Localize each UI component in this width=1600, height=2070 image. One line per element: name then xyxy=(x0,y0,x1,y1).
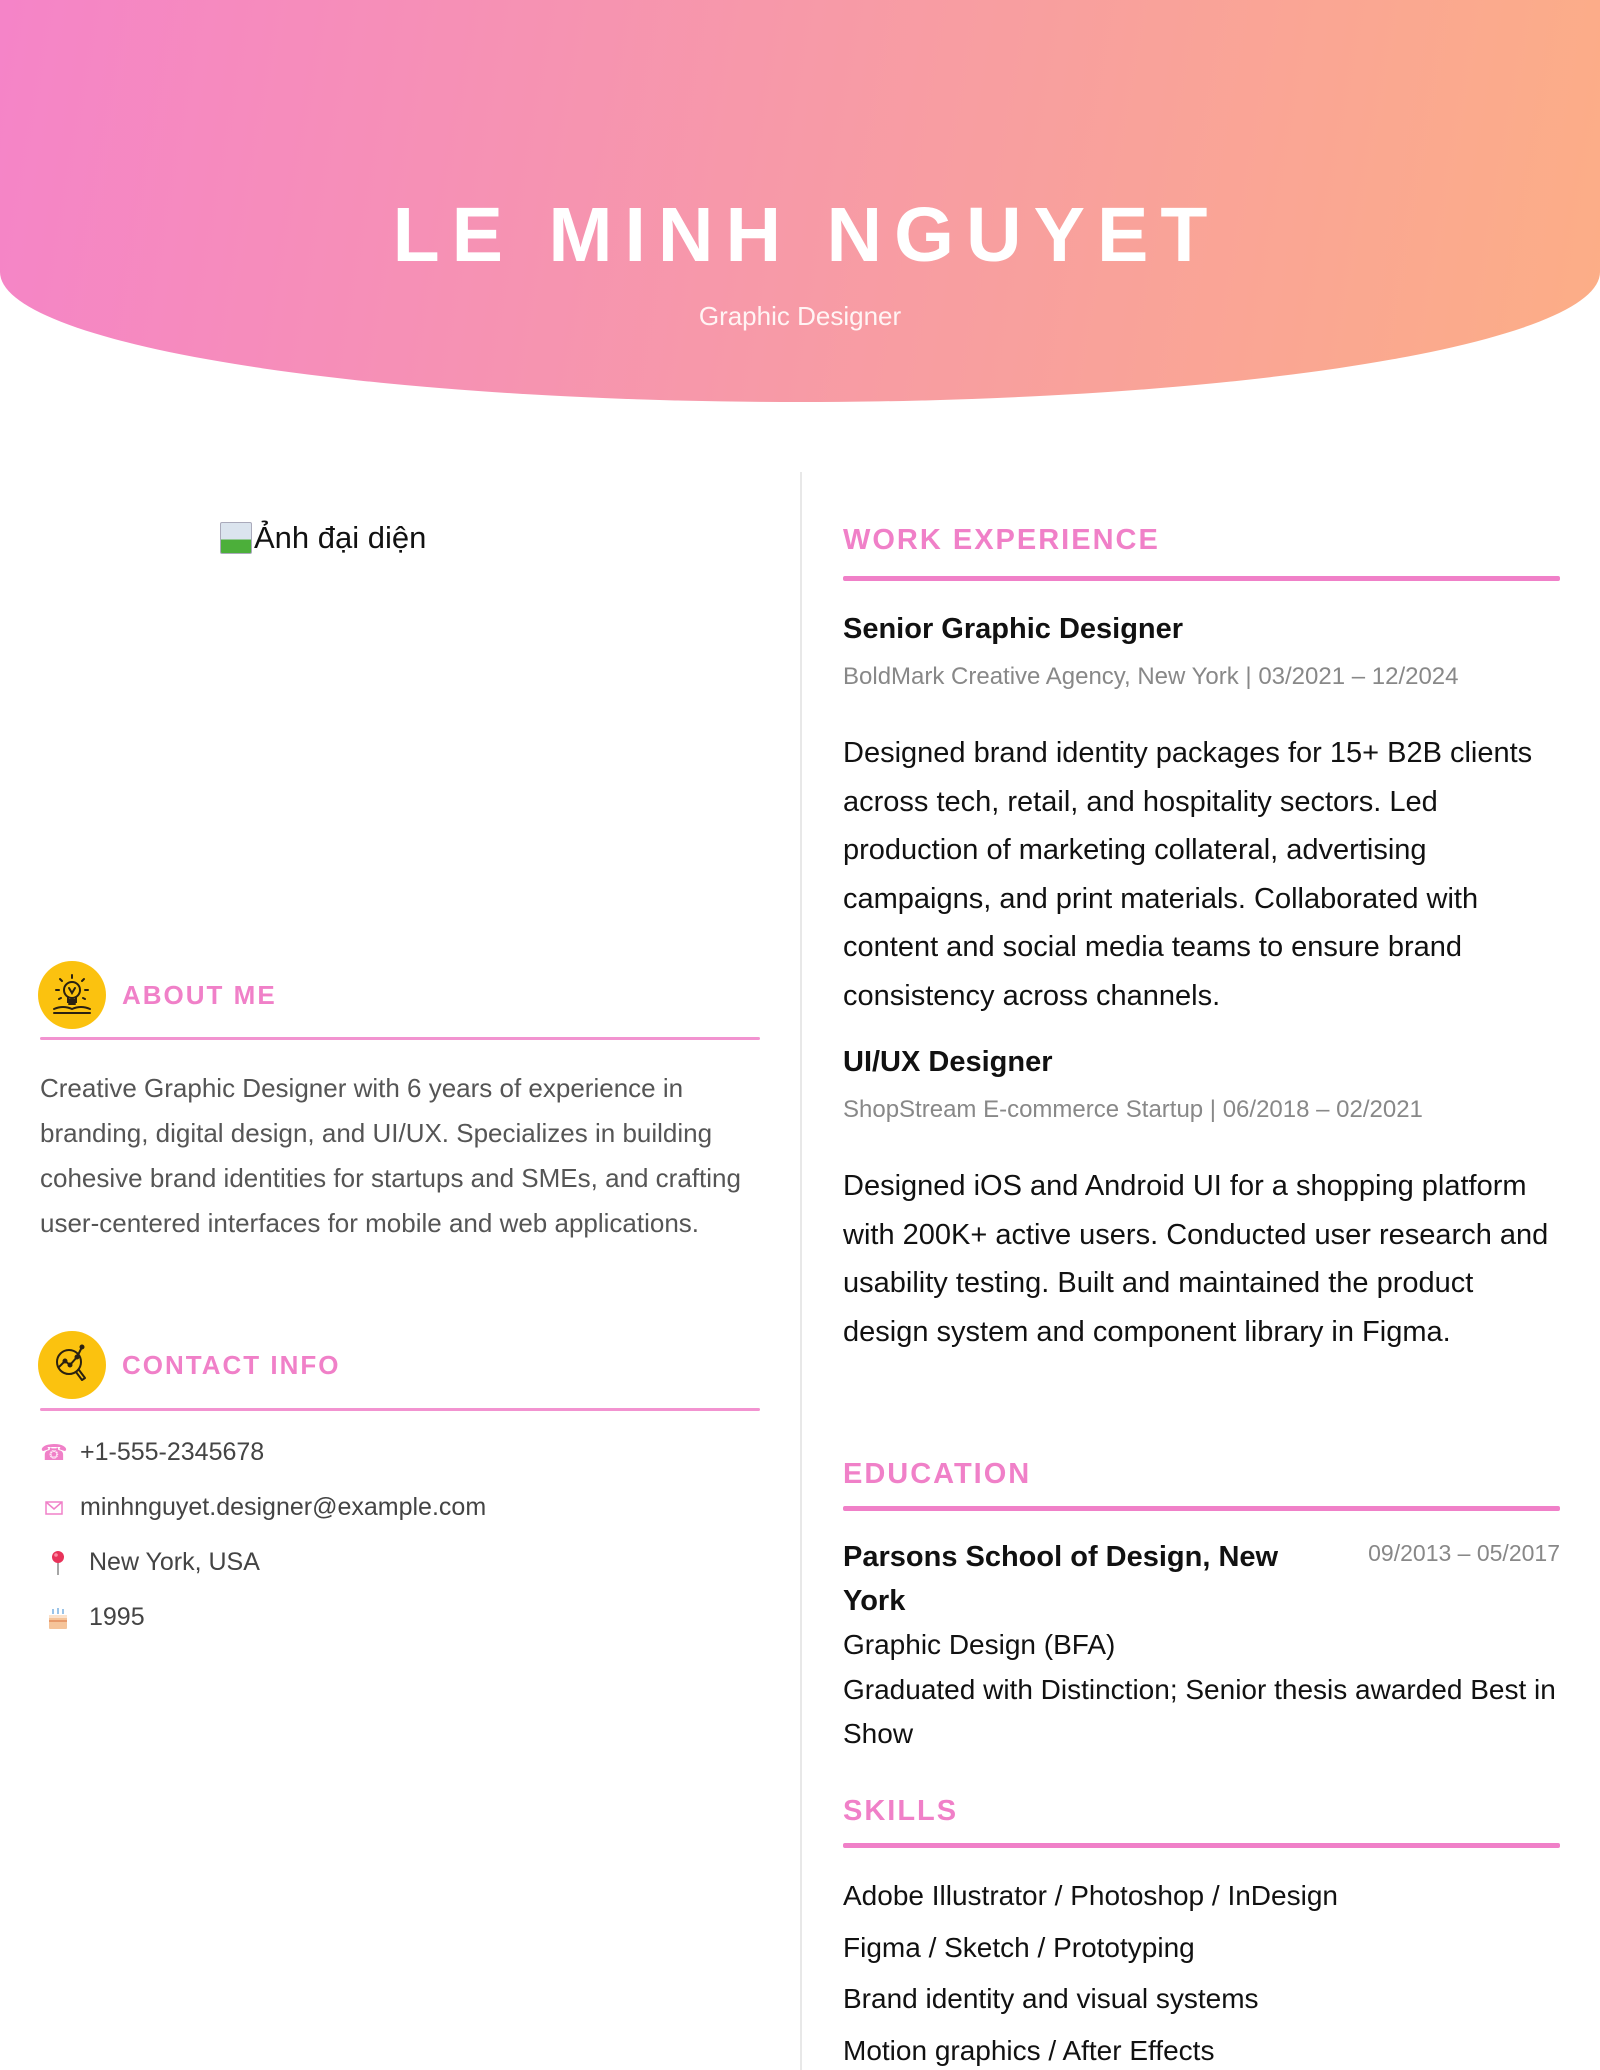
candidate-title: Graphic Designer xyxy=(698,301,902,331)
contact-location-value: New York, USA xyxy=(89,1548,260,1576)
education-section xyxy=(843,1456,1560,1757)
contact-section xyxy=(40,1332,760,1645)
lightbulb-book-icon xyxy=(40,963,104,1027)
job-title: UI/UX Designer xyxy=(843,1046,1053,1078)
skills-heading: SKILLS xyxy=(843,1795,959,1827)
education-note: Graduated with Distinction; Senior thesis awarded Best in Show xyxy=(843,1673,1556,1749)
work-section xyxy=(843,522,1560,1356)
skill-item: Motion graphics / After Effects xyxy=(843,2034,1215,2066)
skill-item: Brand identity and visual systems xyxy=(843,1983,1259,2014)
contact-location xyxy=(40,1535,760,1590)
about-section xyxy=(40,962,760,1246)
job-description: Designed brand identity packages for 15+ B2B clients across tech, retail, and hospitality sectors. Led production of marketing collateral, advertising campaigns, and print materials. Collaborated with content and social media teams to ensure brand consistency across channels. xyxy=(843,737,1533,1012)
contact-list xyxy=(40,1425,760,1645)
education-row xyxy=(843,1535,1560,1623)
education-degree: Graphic Design (BFA) xyxy=(843,1629,1116,1660)
job-entry xyxy=(843,611,1560,1020)
candidate-name: LE MINH NGUYET xyxy=(392,192,1220,278)
contact-rule xyxy=(40,1408,760,1411)
education-dates: 09/2013 – 05/2017 xyxy=(1368,1540,1560,1566)
work-rule xyxy=(843,576,1560,581)
contact-phone[interactable] xyxy=(40,1425,760,1480)
contact-email-value: minhnguyet.designer@example.com xyxy=(80,1493,487,1521)
skill-item: Figma / Sketch / Prototyping xyxy=(843,1931,1195,1963)
education-school: Parsons School of Design, New York xyxy=(843,1541,1279,1617)
contact-phone-value: +1-555-2345678 xyxy=(80,1438,265,1466)
birthday-cake-icon xyxy=(40,1606,76,1630)
avatar-alt-text: Ảnh đại diện xyxy=(254,520,427,555)
resume-header xyxy=(0,0,1600,402)
job-entry xyxy=(843,1044,1560,1356)
contact-heading: CONTACT INFO xyxy=(122,1349,341,1380)
about-heading: ABOUT ME xyxy=(122,979,277,1010)
about-rule xyxy=(40,1037,760,1040)
job-description: Designed iOS and Android UI for a shopping platform with 200K+ active users. Conducted user research and usability testing. Built and maintained the product design system and component library in Figma. xyxy=(843,1170,1549,1348)
skills-list xyxy=(843,1870,1560,2070)
magnifier-chart-icon xyxy=(40,1333,104,1397)
skills-section xyxy=(843,1793,1560,2070)
skills-rule xyxy=(843,1843,1560,1848)
about-heading-row xyxy=(40,962,760,1028)
skill-item: Adobe Illustrator / Photoshop / InDesign xyxy=(843,1880,1338,1911)
about-text: Creative Graphic Designer with 6 years of experience in branding, digital design, and UI/UX. Specializes in building cohesive brand identities for startups and SMEs, and crafting user-centered interfaces for mobile and web applications. xyxy=(40,1073,741,1238)
education-rule xyxy=(843,1506,1560,1511)
broken-image-icon xyxy=(220,522,252,554)
contact-birth-year-value: 1995 xyxy=(89,1603,145,1631)
column-divider xyxy=(800,472,802,2070)
email-icon xyxy=(40,1501,68,1515)
avatar xyxy=(220,520,426,556)
job-meta: ShopStream E-commerce Startup | 06/2018 – 02/2021 xyxy=(843,1096,1423,1123)
contact-email[interactable] xyxy=(40,1480,760,1535)
job-meta: BoldMark Creative Agency, New York | 03/2021 – 12/2024 xyxy=(843,663,1459,690)
phone-icon: ☎ xyxy=(40,1439,68,1465)
work-heading: WORK EXPERIENCE xyxy=(843,524,1160,556)
location-pin-icon xyxy=(40,1550,76,1576)
job-title: Senior Graphic Designer xyxy=(843,613,1184,645)
education-heading: EDUCATION xyxy=(843,1458,1032,1490)
contact-birth-year xyxy=(40,1590,760,1645)
contact-heading-row xyxy=(40,1332,760,1398)
